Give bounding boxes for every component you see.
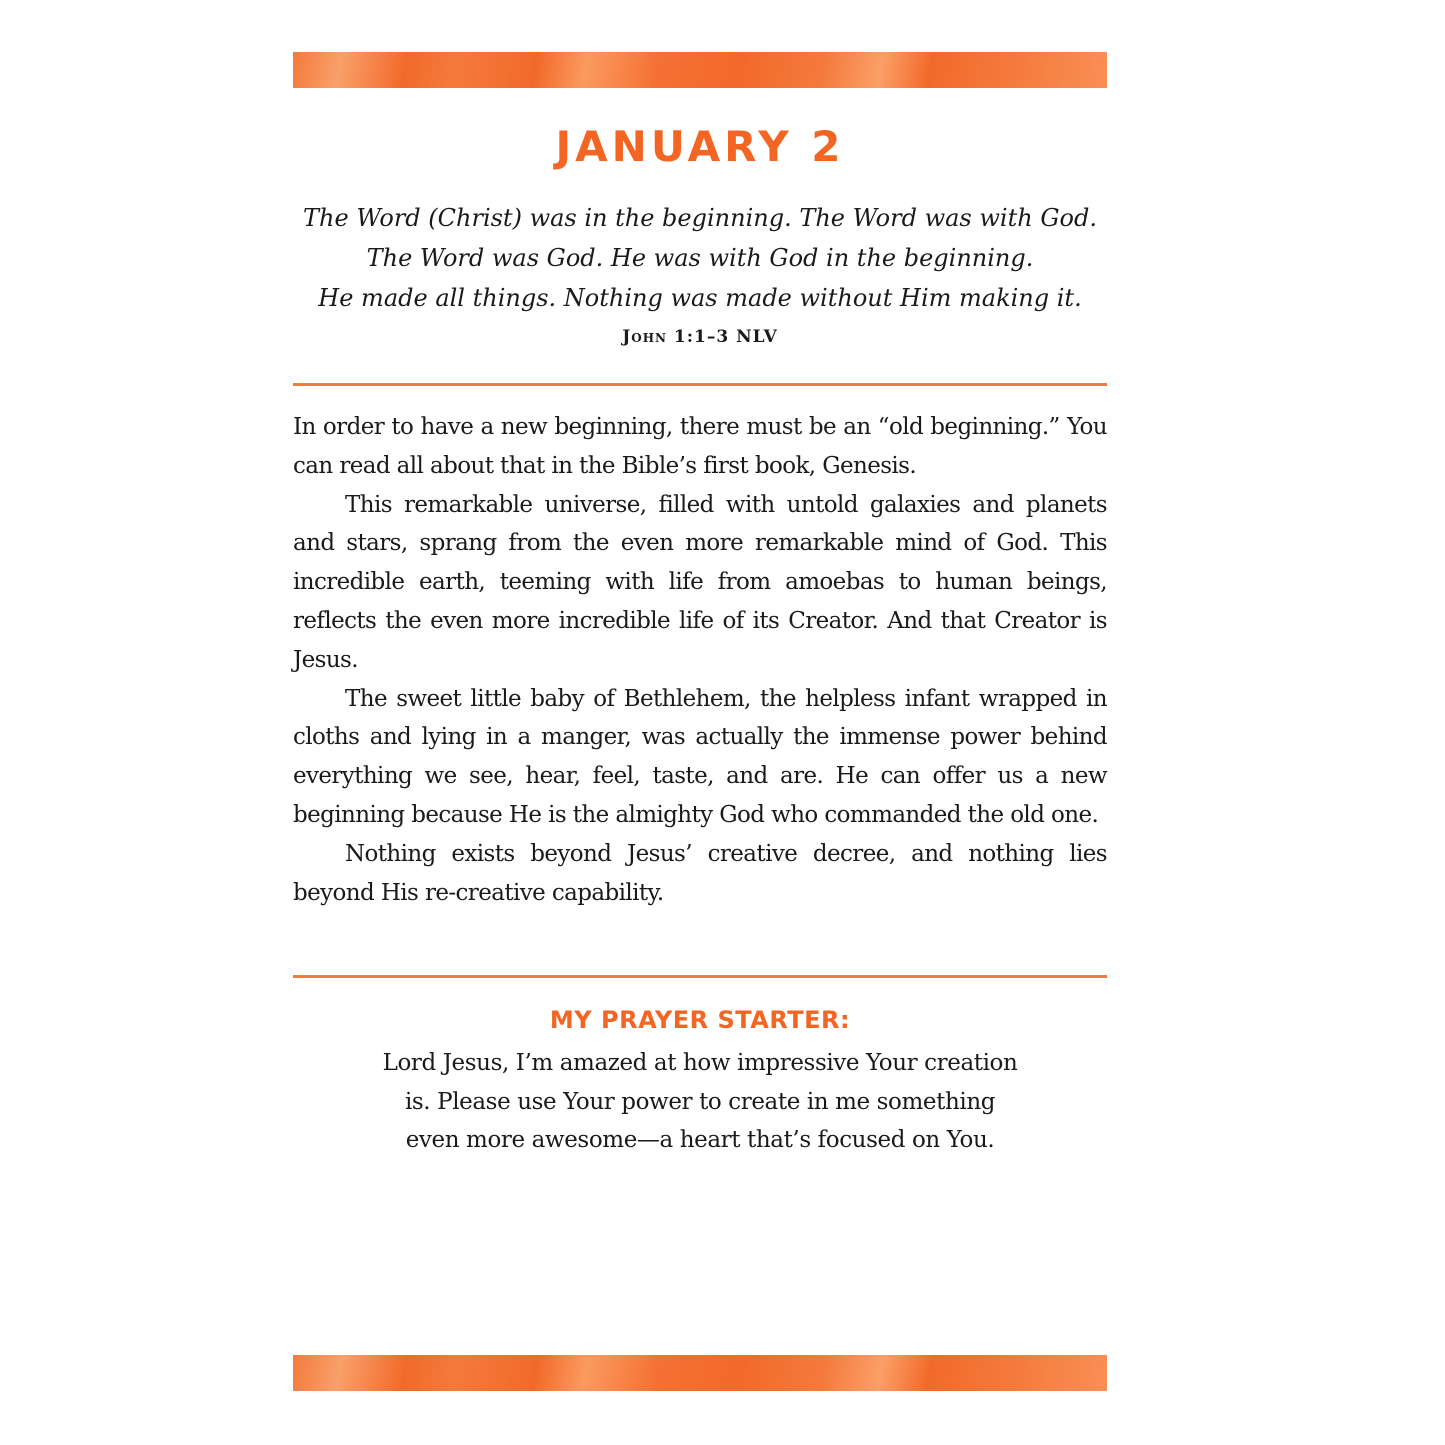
devotional-paragraph: This remarkable universe, filled with untold galaxies and planets and stars, sprang from the even more remarkable mind of God. This incredible earth, teeming with life from amoebas to human beings, reflects the even more incredible life of its Creator. And that Creator is Jesus. bbox=[293, 491, 1107, 673]
top-decorative-band bbox=[293, 52, 1107, 88]
devotional-paragraph: Nothing exists beyond Jesus’ creative decree, and nothing lies beyond His re-creative capability. bbox=[293, 840, 1107, 906]
divider-top bbox=[293, 383, 1107, 386]
prayer-line: Lord Jesus, I’m amazed at how impressive Your creation bbox=[382, 1050, 1018, 1076]
verse-reference: John 1:1–3 NLV bbox=[622, 327, 778, 347]
page-title: JANUARY 2 bbox=[555, 122, 845, 171]
verse-line: He made all things. Nothing was made without Him making it. bbox=[318, 284, 1082, 312]
prayer-line: even more awesome—a heart that’s focused on You. bbox=[405, 1127, 995, 1153]
prayer-text bbox=[293, 1044, 1107, 1160]
devotional-body bbox=[293, 408, 1107, 912]
verse-line: The Word (Christ) was in the beginning. The Word was with God. bbox=[303, 204, 1097, 232]
prayer-line: is. Please use Your power to create in me something bbox=[404, 1088, 996, 1115]
verse-line: The Word was God. He was with God in the beginning. bbox=[366, 244, 1034, 272]
prayer-heading: MY PRAYER STARTER: bbox=[549, 1006, 851, 1034]
divider-bottom bbox=[293, 975, 1107, 978]
bottom-decorative-band bbox=[293, 1355, 1107, 1391]
scripture-verse bbox=[293, 198, 1107, 318]
devotional-paragraph: The sweet little baby of Bethlehem, the helpless infant wrapped in cloths and lying in a manger, was actually the immense power behind everything we see, hear, feel, taste, and are. He can offer us a new beginning because He is the almighty God who commanded the old one. bbox=[293, 685, 1107, 828]
devotional-paragraph: In order to have a new beginning, there must be an “old beginning.” You can read all about that in the Bible’s first book, Genesis. bbox=[293, 414, 1107, 479]
